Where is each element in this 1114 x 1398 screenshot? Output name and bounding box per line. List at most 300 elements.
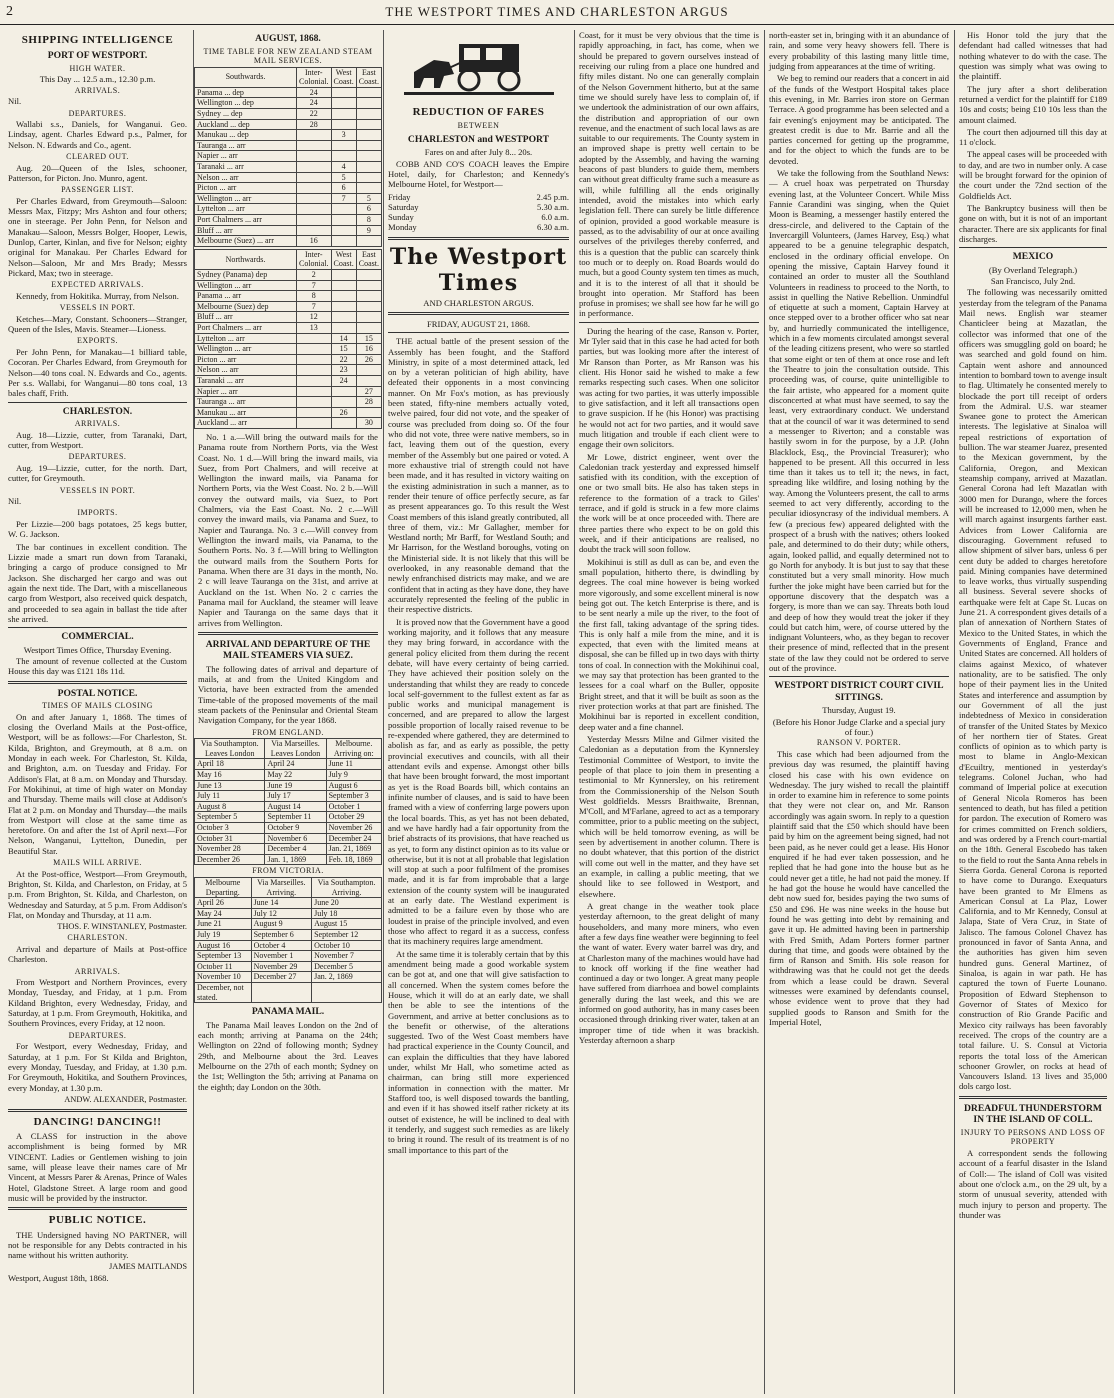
article-paragraph: The appeal cases will be proceeded with to day, and are two in number only. A case will be brought forward for the opinion of the court under the 72nd section of the Goldfields Act.	[959, 149, 1107, 201]
coach-time-row	[388, 222, 569, 232]
table-cell: Jan. 2, 1869	[312, 972, 382, 983]
table-cell: Manukau ... dep	[195, 130, 297, 141]
table-cell: Napier ... arr	[195, 386, 297, 397]
table-row	[195, 365, 382, 376]
table-cell	[331, 98, 356, 109]
table-cell: Wellington ... dep	[195, 98, 297, 109]
table-cell: Tauranga ... arr	[195, 397, 297, 408]
table-cell: October 4	[251, 940, 312, 951]
ch2-text: Arrival and departure of Mails at Post-office Charleston.	[8, 943, 187, 965]
storm-sub: INJURY TO PERSONS AND LOSS OF PROPERTY	[960, 1127, 1106, 1147]
table-row	[195, 151, 382, 162]
table-row	[195, 407, 382, 418]
table-cell: July 11	[195, 791, 265, 802]
table-cell	[312, 982, 382, 1002]
panama-heading: PANAMA MAIL.	[251, 1006, 325, 1018]
article-paragraph: The Bankruptcy business will then be gone on with, but it is not of an important character. There are six applicants for final discharges.	[959, 203, 1107, 244]
fares-route: CHARLESTON and WESTPORT	[407, 133, 550, 145]
public-notice-date: Westport, August 18th, 1868.	[8, 1272, 109, 1283]
table-cell: Bluff ... arr	[195, 225, 297, 236]
column-6	[954, 30, 1111, 1394]
coach-time: 6.0 a.m.	[541, 212, 569, 223]
table-row	[195, 982, 382, 1002]
table-cell	[296, 418, 331, 429]
vic-header-2: Via Marseilles. Arriving.	[251, 878, 312, 898]
coach-times	[384, 192, 573, 233]
editorial-paragraph: THE actual battle of the present session of the Assembly has been fought, and the Stafford Ministry, in spite of a most determined attack, led on by a veteran politician of high ability, have defeated their opponents in a most convincing manner. On Mr Fox's motion, as has previously been stated, fifty-nine members actually voted, twelve paired, four did not vote, and the speaker of course was precluded from doing so. Of the four who did not vote, three were native members, so in fact, leaving them out of the question, every member of the Assembly but one paired or voted. A more exhaustive trial of strength could not have been made, and it has resulted in victory waiting on the existing administration in such a manner, as to render their tenure of office perfectly secure, as far as present appearances go. To this result the West Coast members of this island greatly contributed, all three of them, viz.: Mr Gallagher, member for Westland north; Mr Barff, for Westland South; and Mr Harrison, for the Westland boroughs, voting on the Ministerial side. It is not likely that this will be overlooked, in any reasonable demand that the newly enfranchised districts may make, and we are confident that in acting as they have done, they have accurately represented the feeling of the public in their respective districts.	[388, 336, 569, 615]
table-row	[195, 386, 382, 397]
table-cell: August 14	[265, 801, 326, 812]
storm-text: A correspondent sends the following account of a fearful disaster in the Island of Coll:— The island of Coll was visited about one o'clock a.m., on the 29 ult, by a storm of unusual severity, attended with much injury to person and property. The thunder was	[959, 1147, 1107, 1220]
table-cell	[331, 225, 356, 236]
court-case: RANSON V. PORTER.	[816, 738, 902, 748]
table-row	[195, 833, 382, 844]
ch2-departures-label: DEPARTURES.	[68, 1030, 127, 1040]
ch-arrivals-label: ARRIVALS.	[74, 419, 121, 429]
table-cell: 2	[296, 269, 331, 280]
table-cell: April 24	[265, 759, 326, 770]
fares-between: BETWEEN	[457, 121, 500, 131]
table-cell: Nelson ... arr	[195, 365, 297, 376]
editorial-paragraph: It is proved now that the Government have a good working majority, and it follows that any measure they may bring forward, in accordance with the general policy elicited from them during the recent debate, will have every certainty of being carried. They have achieved their position solely on the understanding that whilst they are ready to concede local self-government to the fullest extent as far as public works and municipal management is concerned, and are prepared to allow the largest possible proportion of locally raised revenue to be re-expended where gathered, they are determined to abolish as far, and as early as possible, the petty provincial executives and councils, with all their attendant evils and expense. Amongst other bills that have been brought forward, the most important as yet is the Road Boards bill, which contains an infinite number of clauses, and is said to have been framed with a view of conferring large powers upon the local boards. This, as yet has not been debated, and we have hardly had a fair opportunity from the brief abstracts of its provisions, that have reached us as yet, to form any distinct opinion as to its value or otherwise, but it is not at all probable that legislation will stop at such a poor fulfilment of the promises made, and it is far from improbable that a large extension of the county system will be inaugurated at an early date. The Westland experiment is admitted to be a failure even by those who are loudest in praise of the principle involved, and even those who affect to regard it as a success, confess that its machinery requires large amendment.	[388, 616, 569, 947]
article-paragraph: Yesterday Messrs Milne and Gilmer visited the Caledonian as a deputation from the Kynnersley Testimonial Committee of Westport, to invite the people of that place to join them in presenting a testimonial to Mr Kynnersley, on his retirement from the Commissionership of the Nelson South West goldfields. Messrs Braithwaite, Brennan, M'Coll, and M'Farlane, agreed to act as a temporary committee, prior to a public meeting on the subject, which will be held tomorrow evening, as will be seen by advertisement in another column. There is no doubt whatever, that this portion of the district will come out well in the matter, and they have set an example, in calling a public meeting, that we should like to see followed in Westport, and elsewhere.	[579, 733, 759, 899]
ch-arrivals-text: Aug. 18—Lizzie, cutter, from Taranaki, Dart, cutter, from Westport.	[8, 429, 187, 451]
table-cell: 27	[356, 386, 381, 397]
table-cell: June 13	[195, 780, 265, 791]
table-cell: May 16	[195, 770, 265, 781]
table-row	[195, 972, 382, 983]
table-cell: 8	[356, 215, 381, 226]
table-row	[195, 87, 382, 98]
timetable-north	[194, 249, 382, 429]
col-header-northwards: Northwards.	[195, 249, 297, 269]
dancing-heading: DANCING! DANCING!!	[33, 1115, 162, 1128]
table-cell	[331, 386, 356, 397]
table-cell	[296, 193, 331, 204]
table-cell: 26	[356, 354, 381, 365]
table-cell	[251, 982, 312, 1002]
exports-label: EXPORTS.	[76, 336, 119, 346]
departures-label: DEPARTURES.	[68, 108, 127, 118]
table-row	[195, 823, 382, 834]
table-cell: 28	[296, 119, 331, 130]
table-cell	[296, 140, 331, 151]
timetable-south-body	[195, 87, 382, 246]
table-row	[195, 780, 382, 791]
table-cell	[331, 322, 356, 333]
article-paragraph: Mr Lowe, district engineer, went over the Caledonian track yesterday and expressed himself satisfied with its condition, with the exception of one or two small bits. He also has taken steps in reference to the formation of a track to Giles' terrace, and if gold is struck in a few more claims the work will be at once proceeded with. There are three parties there who expect to be on gold this week, and if their anticipations are realised, no doubt the track will soon follow.	[579, 451, 759, 555]
divider	[388, 332, 569, 333]
table-cell: April 18	[195, 759, 265, 770]
table-cell: Sydney ... dep	[195, 109, 297, 120]
table-cell: 28	[356, 397, 381, 408]
commercial-dateline: Westport Times Office, Thursday Evening.	[23, 644, 172, 655]
table-cell	[331, 204, 356, 215]
coach-time-row	[388, 192, 569, 202]
table-cell: July 19	[195, 929, 252, 940]
table-cell: 7	[296, 301, 331, 312]
table-cell	[356, 140, 381, 151]
article-paragraph: north-easter set in, bringing with it an abundance of rain, and some very heavy showers fell. There is every probability of this lasting many little time, judging from appearances at the time of writing.	[769, 30, 949, 71]
shipping-heading: SHIPPING INTELLIGENCE	[21, 34, 174, 46]
coach-time: 6.30 a.m.	[537, 222, 569, 233]
table-row	[195, 759, 382, 770]
in-port-label: VESSELS IN PORT.	[59, 303, 136, 313]
table-row	[195, 354, 382, 365]
suez-heading: ARRIVAL AND DEPARTURE OF THE MAIL STEAMERS VIA SUEZ.	[205, 638, 371, 662]
table-cell: 9	[356, 225, 381, 236]
victoria-table	[194, 877, 382, 1003]
table-cell	[296, 333, 331, 344]
table-cell	[356, 87, 381, 98]
table-cell	[356, 365, 381, 376]
table-cell: Picton ... arr	[195, 183, 297, 194]
divider	[8, 681, 187, 684]
table-row	[195, 204, 382, 215]
coach-day: Friday	[388, 191, 411, 202]
column-3	[383, 30, 573, 1394]
table-cell: Jan. 21, 1869	[326, 844, 381, 855]
table-cell: Jan. 1, 1869	[265, 854, 326, 865]
article-paragraph: Coast, for it must be very obvious that the time is rapidly approaching, in fact, has come, when we should be prepared to govern ourselves instead of receiving our ruling from a place one hundred and fifty miles distant. No one can generally complain of the Nelson Government hitherto, but at the same time we should surely have less to complain of, if we undertook the administration of our own affairs, the distribution and appropriation of our own revenue, and the enactment of such local laws as are suitable to our requirements. The County system in an improved shape is pretty well certain to be adopted by the Assembly, and having the warning beacons of past blunders to guide them, members can without great difficulty frame such a measure as will, while fulfilling all the ends originally intended, avoid the mistakes into which early legislation fell. There can surely be little difference of opinion, provided a good workable measure is passed, as to the advisability of our at once availing ourselves of the privileges thereby conferred, and this is a question that the public can scarcely think too much or to deeply on. Road Boards would do much, but a good County system ten times as much, and it is to the interest of all that it should be brought into operation. Mr Stafford has been profuse in promises; we shall see how far he will go in performance.	[579, 30, 759, 319]
court-text: This case which had been adjourned from the previous day was resumed, the plaintiff having closed his case with his own evidence on Wednesday. The jury wished to recall the plaintiff in order to examine him in reference to some points that they were not clear on, and Mr. Ranson accordingly was again sworn. In reply to a question plaintiff said that the £50 which should have been paid by him on the agreement being signed, had not been paid, as he never could get a lease. His Honor enquired if he had ever taken possession, and he replied that he had gone into the house but as he could never get a title, he had not paid the money. If he had got the house he would have cancelled the debt now sued for, besides paying the two sums of £50 and £96. He was nine weeks in the house but found he was getting into debt by remaining and gave it up. He admitted having been in partnership with Fred Smith, Adam Porters former partner during that time, and goods were obtained by the firm of Ranson and Smith. His sole reason for withdrawing was that he could not get the deeds from which a lease could be drawn. Several witnesses were examined by defendants counsel, whose evidence went to prove that they had supplied goods to Ranson and Smith for the Imperial Hotel,	[769, 748, 949, 1028]
table-row	[195, 961, 382, 972]
table-cell: August 16	[195, 940, 252, 951]
port-heading: PORT OF WESTPORT.	[47, 50, 148, 62]
table-cell: Taranaki ... arr	[195, 162, 297, 173]
eng-header-3: Melbourne. Arriving on:	[326, 739, 381, 759]
table-cell: December 24	[326, 833, 381, 844]
table-cell: September 6	[251, 929, 312, 940]
divider	[8, 627, 187, 628]
table-cell	[296, 354, 331, 365]
table-row	[195, 397, 382, 408]
table-cell	[356, 98, 381, 109]
table-cell: September 12	[312, 929, 382, 940]
table-cell: Wellington ... arr	[195, 280, 297, 291]
timetable-title: TIME TABLE FOR NEW ZEALAND STEAM MAIL SERVICES.	[203, 46, 373, 66]
col-header-inter: Inter-Colonial.	[296, 67, 331, 87]
table-row	[195, 951, 382, 962]
table-cell	[356, 236, 381, 247]
issue-date: FRIDAY, AUGUST 21, 1868.	[427, 318, 530, 329]
divider	[769, 676, 949, 677]
article-paragraph: We beg to remind our readers that a concert in aid of the funds of the Westport Hospital takes place this evening, in Mr. Barries iron store on German Terrace. A good programme has been selected and a fair evening's enjoyment may be anticipated. The greatest credit is due to Mr. Barrie and all the parties concerned for getting up the programme, and for the object to which the funds are to be devoted.	[769, 73, 949, 166]
table-cell: September 3	[326, 791, 381, 802]
mexico-text: The following was necessarily omitted yesterday from the telegram of the Panama Mail news. English war steamer Chanticleer being at Mazatlan, the collector was informed that one of the officers was smuggling gold on board; he was searched and gold found on him. Captain went ashore and announced intention to bombard town to avenge insult to flag. Ultimately he consented merely to blockade the port till receipt of orders from the Admiral. U.S. war steamer Swanee gone to protect the American interests. The legislative at Sinaloa will repeal restrictions of exportation of bullion. The war steamer Juarez, presented to the Mexican government, by the California, Oregon, and Mexican steamship company, arrived at Mazatlan. General Corona had left Mazatlan with 3000 men for Durango, where the forces will be increased to 12,000 men, when he will march against insurgents farther east. Advices from Lower California are discouraging. Government refused to allow shipment of silver bars, unless 6 per cent duty be added to charges heretofore paid. Mining companies have determined to leave works, thus virtually suspending all business. Several severe shocks of earthquake were felt at Cape St. Lucas on June 21. A correspondent gives details of a plan of annexation of Northern States of Mexico to the United States, in which the Governments of England, France and United States are concerned. All holders of claims against Mexico, of whatever nationality, are to be satisfied. The only hope of their payment lies in the United States and interference and assumption by our Government of all the just indebtedness of Mexico in consideration of transfer of the United States by Mexico of her northern tier of States. Great conflicts of opinion as to which party is most to blame in Anglo-Mexican d'Ecuiltry, mentioned in yesterday's telegrams. Colonel Juchan, who had command of Imperial police at execution of General Nicola Romeros has been sentenced to death, but has filed a petition for pardon. The execution of Romero was for crimes committed on French soldiers, and was ordered by a French court-martial on the 18th. General Escobedo has taken to the field to rout the Santa Anna rebels in Sierra Gorda. General Corona is reported to have come to Durango. Exequaturs have been granted to Mr Elmens as American Consul at La Plaz, Lower California, and to Mr Kennedy, Consul at Jalapa, State of Vera Cruz, in State of Jalisco. The famous Colonel Chavez has pronounced in favor of Santa Anna, and the authorities has given him seven hundred guns. General Martinez, of Sinaloa, is again in war path. He has captured the town of Fuerte Lounano. Proposition of Edward Stephenson to Governor of States of Mexico for construction of Rio Grande Pacific and Mexico city railways has been favorably received. The crops of the country are a total failure. U. S. Consul at Victoria reports the total loss of the American schooner Growler, on rocks at head of Vancouvers Island. 13 lives and 35,000 dols cargo lost.	[959, 287, 1107, 1092]
newspaper-subtitle: AND CHARLESTON ARGUS.	[423, 297, 534, 308]
table-cell: October 29	[326, 812, 381, 823]
divider	[959, 1096, 1107, 1099]
ch2-heading: CHARLESTON.	[67, 933, 128, 943]
table-cell	[331, 140, 356, 151]
mails-arrive-text: At the Post-office, Westport—From Greymouth, Brighton, St. Kilda, and Charleston, on Friday, at 5 p.m. From Brighton, St. Kilda, and Charleston, on Wednesday and Saturday, at 5 p.m. From Addison's Flat, on Monday and Thursday, at 11 a.m.	[8, 868, 187, 920]
table-cell	[296, 204, 331, 215]
ch2-departures-text: For Westport, every Wednesday, Friday, and Saturday, at 1 p.m. For St Kilda and Brighton, every Monday, Tuesday, and Friday, at 1.30 p.m. For Greymouth, Hokitika, and Southern Provinces, every Monday, at 1.30 p.m.	[8, 1041, 187, 1093]
table-cell: 30	[356, 418, 381, 429]
table-cell	[331, 151, 356, 162]
table-cell	[296, 365, 331, 376]
table-cell: Melbourne (Suez) ... arr	[195, 236, 297, 247]
table-cell: Nelson ... arr	[195, 172, 297, 183]
cleared-label: CLEARED OUT.	[66, 152, 129, 162]
divider	[198, 632, 378, 635]
table-cell: Melbourne (Suez) dep	[195, 301, 297, 312]
divider	[8, 1109, 187, 1112]
col-header-westcoast: West Coast.	[331, 67, 356, 87]
table-cell: July 17	[265, 791, 326, 802]
article-paragraph: The court then adjourned till this day at 11 o'clock.	[959, 126, 1107, 148]
table-cell: 8	[296, 291, 331, 302]
table-cell	[296, 215, 331, 226]
article-paragraph: A great change in the weather took place yesterday afternoon, to the great delight of many householders, and many more miners, who even after a few days fine weather were beginning to feel the want of water. Every water barrel was dry, and at Charleston many of the machines would have had to knock off working if the fine weather had continued a day or two longer. A great many people have suffered from diarrhoea and bowel complaints generally during the last week, and this we are informed on good authority, has in many cases been occasioned through drinking river water, taken at an improper time of tide when it was brackish. Yesterday afternoon a sharp	[579, 900, 759, 1045]
article-paragraph: During the hearing of the case, Ranson v. Porter, Mr Tyler said that in this case he had acted for both parties, but was looking more after the interest of Mr Ranson than Porter, as Mr Ranson was his client. His Honor said he wished to make a few remarks respecting such cases. When one solicitor was acting for two parties, it was utterly impossible to give satisfaction, and it left all transactions open to grave suspicion. If he (his Honor) was practising he would not act for two parties, and it would save much litigation and trouble if each client were to engage their own solicitors.	[579, 325, 759, 450]
ch-departures-label: DEPARTURES.	[68, 452, 127, 462]
table-cell	[356, 130, 381, 141]
table-cell	[356, 269, 381, 280]
table-cell: August 15	[312, 919, 382, 930]
table-cell	[331, 291, 356, 302]
ch-imports-text: Per Lizzie—200 bags potatoes, 25 kegs butter, W. G. Jackson.	[8, 519, 187, 540]
timetable-dateline: AUGUST, 1868.	[255, 33, 321, 44]
table-cell: 6	[356, 204, 381, 215]
table-row	[195, 770, 382, 781]
table-cell: December, not stated.	[195, 982, 252, 1002]
table-row	[195, 291, 382, 302]
table-cell: 14	[331, 333, 356, 344]
table-cell	[296, 375, 331, 386]
high-water-label: HIGH WATER.	[69, 63, 126, 73]
from-england-heading: FROM ENGLAND.	[252, 727, 324, 737]
table-cell: June 21	[195, 919, 252, 930]
coach-time-row	[388, 212, 569, 222]
ch2-signature: ANDW. ALEXANDER, Postmaster.	[64, 1094, 187, 1104]
table-cell: October 10	[312, 940, 382, 951]
table-cell: November 26	[326, 823, 381, 834]
table-cell: 22	[331, 354, 356, 365]
table-cell: August 8	[195, 801, 265, 812]
ch-in-port-label: VESSELS IN PORT.	[59, 485, 136, 495]
suez-text: The following dates of arrival and departure of mails, at and from the United Kingdom and Victoria, have been extracted from the amended Time-table of the proposed movements of the mail steam packets of the Peninsular and Oriental Steam Navigation Company, for the year 1868.	[198, 663, 378, 726]
table-cell: 15	[331, 344, 356, 355]
coach-time-row	[388, 202, 569, 212]
table-cell	[356, 312, 381, 323]
table-cell: Lyttelton ... arr	[195, 204, 297, 215]
divider	[388, 237, 569, 240]
column-5	[764, 30, 953, 1394]
table-row	[195, 119, 382, 130]
table-cell: December 26	[195, 854, 265, 865]
table-cell	[331, 397, 356, 408]
court-heading: WESTPORT DISTRICT COURT CIVIL SITTINGS.	[774, 680, 944, 703]
cleared-text: Aug. 20—Queen of the Isles, schooner, Patterson, for Picton. Jno. Munro, agent.	[8, 162, 187, 183]
divider	[8, 402, 187, 403]
table-row	[195, 183, 382, 194]
table-row	[195, 109, 382, 120]
high-water-times: This Day ... 12.5 a.m., 12.30 p.m.	[39, 74, 156, 85]
table-cell: July 9	[326, 770, 381, 781]
passenger-text: Per Charles Edward, from Greymouth—Saloon: Messrs Max, Fitzpy; Mrs Ashton and four others; one in steerage. Per John Penn, for Nelson and Manakau—Saloon, Messrs Bolger, Hooper, Lewis, Dunlop, Carter, Kinlan, and five for Nelson; eighty original for Manakau. Per Charles Edward for Nelson—Saloon, Mr and Mrs Brady; Messrs Pickard, Max; two in steerage.	[8, 195, 187, 279]
table-cell: November 29	[251, 961, 312, 972]
table-cell	[356, 151, 381, 162]
fares-text: COBB AND CO'S COACH leaves the Empire Hotel, daily, for Charleston; and Kennedy's Melbourne Hotel, for Westport—	[388, 158, 569, 190]
article-paragraph: His Honor told the jury that the defendant had called witnesses that had nothing whatever to do with the case. The question was simply what was owing to the plaintiff.	[959, 30, 1107, 82]
table-row	[195, 225, 382, 236]
expected-text: Kennedy, from Hokitika. Murray, from Nelson.	[16, 290, 179, 301]
col-header-southwards: Southwards.	[195, 67, 297, 87]
court-sub: (Before his Honor Judge Clarke and a special jury of four.)	[772, 716, 946, 737]
table-cell: Taranaki ... arr	[195, 375, 297, 386]
table-row	[195, 418, 382, 429]
table-cell: August 6	[326, 780, 381, 791]
table-cell	[356, 407, 381, 418]
col-header-westcoast: West Coast.	[331, 249, 356, 269]
mexico-date: San Francisco, July 2nd.	[990, 276, 1076, 287]
divider	[388, 312, 569, 315]
coach-time: 5.30 a.m.	[537, 201, 569, 212]
table-cell: 7	[296, 280, 331, 291]
column-2	[193, 30, 382, 1394]
england-table-body	[195, 759, 382, 865]
mexico-heading: MEXICO	[1012, 251, 1054, 263]
table-cell: July 12	[251, 908, 312, 919]
table-cell	[296, 172, 331, 183]
eng-header-2: Via Marseilles. Leaves London	[265, 739, 326, 759]
table-cell: Tauranga ... arr	[195, 140, 297, 151]
expected-label: EXPECTED ARRIVALS.	[51, 280, 144, 290]
table-cell: Port Chalmers ... arr	[195, 215, 297, 226]
coach-icon	[400, 32, 558, 102]
arrivals-label: ARRIVALS.	[74, 85, 121, 95]
table-cell	[331, 280, 356, 291]
table-cell: September 13	[195, 951, 252, 962]
table-row	[195, 312, 382, 323]
table-cell: Lyttelton ... arr	[195, 333, 297, 344]
table-cell: 12	[296, 312, 331, 323]
table-cell: Sydney (Panama) dep	[195, 269, 297, 280]
table-cell	[356, 322, 381, 333]
table-cell	[331, 269, 356, 280]
table-cell: Napier ... arr	[195, 151, 297, 162]
col-header-inter: Inter-Colonial.	[296, 249, 331, 269]
table-cell	[296, 397, 331, 408]
panama-text: The Panama Mail leaves London on the 2nd of each month; arriving at Panama on the 24th; Wellington on 22nd of following month; Sydney 29th, and Melbourne about the 3rd. Leaves Melbourne on the 27th of each month; Sydney on the 1st; Wellington the 5th; arriving at Panama on the eighth; day London on the 30th.	[198, 1019, 378, 1092]
article-paragraph: We take the following from the Southland News:— A cruel hoax was perpetrated on Thursday evening last, at the Volunteer Concert. While Miss Fannie Carandini was singing, when the Quiet Moon is Beaming, a messenger hastily entered the dress-circle, and delivered to the Captain of the Invercargill Volunteers, (James Harvey, Esq.) what appeared to be a genuine telegraphic despatch, enclosed in the ordinary official envelope. On opening the missive, Captain Harvey found it contained an order to muster all the Southland Volunteers in readiness to proceed to the North, to assist in quelling the Native Rebellion. Unmindful of etiquette at such a moment, Captain Harvey at once stepped over to a brother officer who sat near by, and hurriedly communicated the intelligence, which in a few moments circulated amongst several of the leading citizens present, who were so startled that some eight or ten of them at once rose and left the Theatre to join the consultation outside. This proceeding was, of course, quite unintelligible to the fair artiste, who appeared for a moment quite disconcerted at what must have seemed, to say the least, very extraordinary conduct. We understand that at the council of war it was determined to send a messenger to Riverton; and a constable was hastily sworn in for the purpose, by a J.P. (John Blacklock, Esq., the Provincial Treasurer); who happened to be present. All this occurred in less time than it takes us to tell it; the news, in fact, spreading like wildfire, and losing nothing by the way. Among the Volunteers present, the call to arms seemed to act very differently, according to the peculiar idiosyncrasy of the individual members. A few (a precious few) appeared delighted with the prospect of a brush with the natives; others looked pale, and determined to do their duty; while others, again, looked pallid, and equally determined not to go North for anybody. It is but just to say that these constituted but a very small minority. How much further the joke might have been carried but for the opportune discovery that the despatch was a forgery, is more than we can say. Threats both loud and deep of how they would treat the joker if they could but catch him, were, of course uttered by the indignant Volunteers, who, as they began to recover their presence of mind, reflected that in the present state of the law they could not be ordered to serve out of the province.	[769, 168, 949, 674]
court-date: Thursday, August 19.	[822, 705, 896, 716]
table-cell: November 6	[265, 833, 326, 844]
passenger-label: PASSENGER LIST.	[61, 185, 134, 195]
table-row	[195, 269, 382, 280]
table-cell: 3	[331, 130, 356, 141]
table-cell: Panama ... dep	[195, 87, 297, 98]
table-cell: Feb. 18, 1869	[326, 854, 381, 865]
table-row	[195, 280, 382, 291]
mails-arrive-label: MAILS WILL ARRIVE.	[53, 858, 142, 868]
table-cell: Wellington ... arr	[195, 193, 297, 204]
public-notice-heading: PUBLIC NOTICE.	[48, 1214, 147, 1227]
table-cell: May 22	[265, 770, 326, 781]
col-header-eastcoast: East Coast.	[356, 67, 381, 87]
table-cell	[356, 291, 381, 302]
table-row	[195, 98, 382, 109]
public-notice-signature: JAMES MAITLANDS	[109, 1262, 187, 1272]
divider	[8, 1207, 187, 1210]
table-row	[195, 130, 382, 141]
table-cell: 4	[331, 162, 356, 173]
table-cell	[331, 301, 356, 312]
table-row	[195, 375, 382, 386]
table-cell	[296, 130, 331, 141]
table-cell	[356, 172, 381, 183]
table-cell: June 14	[251, 898, 312, 909]
col-header-eastcoast: East Coast.	[356, 249, 381, 269]
table-cell: October 1	[326, 801, 381, 812]
table-row	[195, 344, 382, 355]
table-row	[195, 908, 382, 919]
timetable-south	[194, 67, 382, 247]
table-cell: 5	[331, 172, 356, 183]
exports-text: Per John Penn, for Manakau—1 billiard table, Cocoran. Per Charles Edward, from Greymouth for Nelson—40 tons coal. N. Edwards and Co., agents. Per s.s. Wallabi, for Wanganui—80 tons coal, 13 bales chaff, Frith.	[8, 347, 187, 399]
table-cell	[331, 119, 356, 130]
table-cell: 24	[331, 375, 356, 386]
table-cell: Manukau ... arr	[195, 407, 297, 418]
table-cell: May 24	[195, 908, 252, 919]
table-row	[195, 919, 382, 930]
public-notice-text: THE Undersigned having NO PARTNER, will not be responsible for any Debts contracted in his name without his written authority.	[8, 1229, 187, 1261]
postal-heading: POSTAL NOTICE.	[57, 687, 138, 699]
vic-header-3: Via Southampton. Arriving.	[312, 878, 382, 898]
ch-in-port-text: Nil.	[8, 496, 22, 507]
column-4	[574, 30, 763, 1394]
table-cell	[296, 183, 331, 194]
timetable-notes: No. 1 a.—Will bring the outward mails for the Panama route from Northern Ports, via the West Coast. No. 1 d.—Will bring the inward mails, via Suez, from Port Chalmers, and will receive at Wellington the inward mails, via Panama for Northern Ports, via the West Coast. No. 2 b.—Will convey the outward mails, via Suez, to Port Chalmers, via the East Coast. No. 2 c.—Will convey the inward mails, via Panama and Suez, to Napier and Tauranga. No. 3 c.—Will convey from Wellington the inward mails, via Panama, to the Southern Ports. No. 3 f.—Will bring to Wellington the outward mails from the Southern Ports for Panama. When there are 31 days in the month, No. 2 c will leave Tauranga on the 31st, and arrive at Auckland on the 1st. When No. 2 c carries the Panama mail for Auckland, the steamer will leave Napier and Tauranga on the same days that it arrives from Wellington.	[198, 431, 378, 628]
departures-text: Wallabi s.s., Daniels, for Wanganui. Geo. Lindsay, agent. Charles Edward p.s., Palmer, for Nelson. N. Edwards and Co., agent.	[8, 119, 187, 150]
table-row	[195, 162, 382, 173]
table-cell	[331, 236, 356, 247]
coach-day: Sunday	[388, 212, 414, 223]
table-cell	[356, 301, 381, 312]
ch-departures-text: Aug. 19—Lizzie, cutter, for the north. Dart, cutter, for Greymouth.	[8, 462, 187, 484]
article-paragraph: The jury after a short deliberation returned a verdict for the plaintiff for £189 10s and costs; being £10 10s less than the amount claimed.	[959, 83, 1107, 125]
table-cell: November 7	[312, 951, 382, 962]
table-row	[195, 140, 382, 151]
england-table	[194, 738, 382, 865]
table-cell: June 19	[265, 780, 326, 791]
column-1	[4, 30, 191, 1394]
editorial-paragraph: At the same time it is tolerably certain that by this amendment being made a good workable system can be got at, and one that will give satisfaction to all concerned. When the system comes before the House, which it will do at an early date, we shall then be able to see the intentions of the Government, and arrive at better conclusions as to the benefit or otherwise, of the alterations suggested. Two of the West Coast members have had practical experience in the County Council, and can explain the difficulties that they have labored under, whilst Mr Hall, who sometime acted as chairman, can bring still more experienced information in connection with the matter. Mr Stafford too, is well disposed towards the bantling, and even if it has showed itself rather rickety at its outset of existence, he will be inclined to deal with it tenderly, and suggest such remedies as are likely to bring it round. The result of its treatment is of no small importance to this part of the	[388, 948, 569, 1155]
charleston-heading: CHARLESTON.	[62, 405, 133, 417]
coach-day: Saturday	[388, 201, 419, 212]
victoria-table-body	[195, 898, 382, 1003]
table-cell: November 1	[251, 951, 312, 962]
table-cell: April 26	[195, 898, 252, 909]
table-cell: 13	[296, 322, 331, 333]
postal-sub: TIMES OF MAILS CLOSING	[42, 701, 153, 711]
table-cell	[356, 162, 381, 173]
page-title: THE WESTPORT TIMES AND CHARLESTON ARGUS	[385, 4, 729, 19]
table-row	[195, 898, 382, 909]
table-row	[195, 215, 382, 226]
table-cell	[331, 87, 356, 98]
divider	[579, 322, 759, 323]
vic-header-1: Melbourne Departing.	[195, 878, 252, 898]
table-cell	[356, 280, 381, 291]
table-cell: October 31	[195, 833, 265, 844]
table-cell: September 5	[195, 812, 265, 823]
table-row	[195, 193, 382, 204]
postmaster-signature: THOS. F. WINSTANLEY, Postmaster.	[57, 922, 187, 932]
table-cell	[356, 109, 381, 120]
